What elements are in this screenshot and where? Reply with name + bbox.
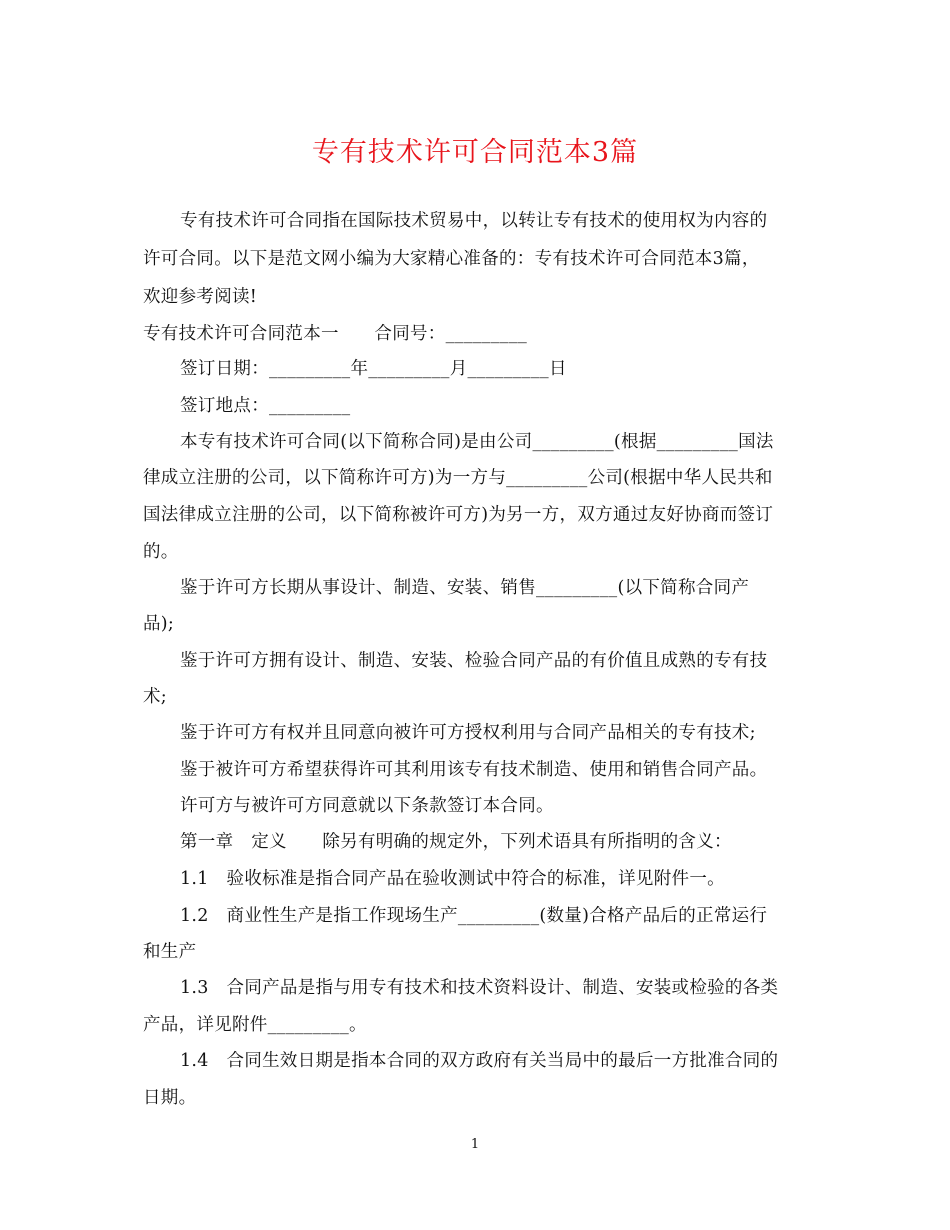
paragraph-line: 专有技术许可合同指在国际技术贸易中，以转让专有技术的使用权为内容的 <box>180 211 768 231</box>
paragraph-line: 国法律成立注册的公司，以下简称被许可方)为另一方，双方通过友好协商而签订 <box>143 505 774 525</box>
clause-line: 日期。 <box>143 1088 197 1108</box>
clause-line: 和生产 <box>143 942 197 962</box>
page-number: 1 <box>470 1137 480 1152</box>
section-heading: 第一章 定义 除另有明确的规定外，下列术语具有所指明的含义： <box>180 832 732 852</box>
clause-line: 1.3 合同产品是指与用专有技术和技术资料设计、制造、安装或检验的各类 <box>180 978 779 998</box>
clause-line: 1.1 验收标准是指合同产品在验收测试中符合的标准，详见附件一。 <box>180 869 725 889</box>
paragraph-line: 签订地点：_________ <box>180 396 351 416</box>
paragraph-line: 许可合同。以下是范文网小编为大家精心准备的：专有技术许可合同范本3篇， <box>143 249 760 269</box>
paragraph-line: 专有技术许可合同范本一 合同号：_________ <box>143 324 528 344</box>
paragraph-line: 鉴于许可方长期从事设计、制造、安装、销售_________(以下简称合同产 <box>180 578 750 598</box>
paragraph-line: 的。 <box>143 542 179 562</box>
document-title: 专有技术许可合同范本3篇 <box>311 137 639 168</box>
paragraph-line: 鉴于被许可方希望获得许可其利用该专有技术制造、使用和销售合同产品。 <box>180 760 768 780</box>
paragraph-line: 本专有技术许可合同(以下简称合同)是由公司_________(根据_________国法 <box>180 432 774 452</box>
paragraph-line: 术; <box>143 687 167 707</box>
paragraph-line: 签订日期：_________年_________月_________日 <box>180 359 567 379</box>
paragraph-line: 欢迎参考阅读! <box>143 287 258 307</box>
paragraph-line: 品); <box>143 614 175 634</box>
paragraph-line: 鉴于许可方拥有设计、制造、安装、检验合同产品的有价值且成熟的专有技 <box>180 651 768 671</box>
clause-line: 1.2 商业性生产是指工作现场生产_________(数量)合格产品后的正常运行 <box>180 906 768 926</box>
clause-line: 产品，详见附件_________。 <box>143 1015 367 1035</box>
clause-line: 1.4 合同生效日期是指本合同的双方政府有关当局中的最后一方批准合同的 <box>180 1051 779 1071</box>
paragraph-line: 许可方与被许可方同意就以下条款签订本合同。 <box>180 796 554 816</box>
paragraph-line: 律成立注册的公司，以下简称许可方)为一方与_________公司(根据中华人民共和 <box>143 468 773 488</box>
paragraph-line: 鉴于许可方有权并且同意向被许可方授权利用与合同产品相关的专有技术; <box>180 723 756 743</box>
